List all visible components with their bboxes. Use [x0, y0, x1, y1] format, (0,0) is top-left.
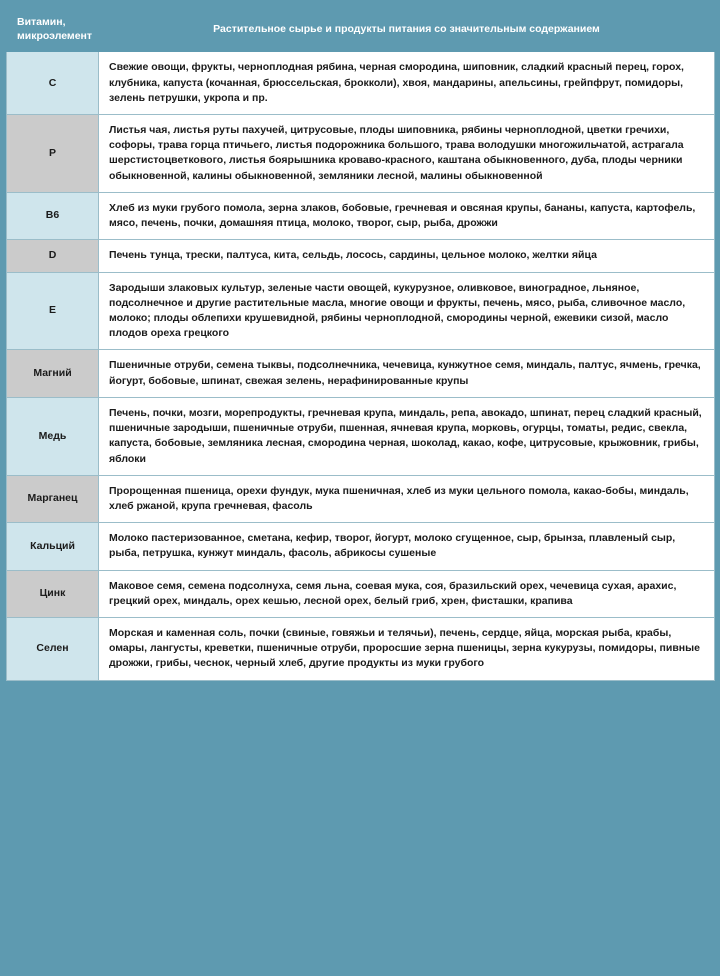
table-row [7, 475, 715, 522]
column-header-nutrient [7, 7, 99, 52]
cell-nutrient-sources: Печень, почки, мозги, морепродукты, гречневая крупа, миндаль, репа, авокадо, шпинат, перец сладкий красный, пшеничные зародыши, пшеничные отруби, пшенная, ячневая крупа, морковь, огурцы, томаты, редис, свекла, капуста, бобовые, земляника лесная, смородина черная, шоколад, какао, кофе, цитрусовые, крыжовник, грибы, яблоки [99, 397, 715, 475]
cell-nutrient-sources: Маковое семя, семена подсолнуха, семя льна, соевая мука, соя, бразильский орех, чечевица сухая, арахис, грецкий орех, миндаль, орех кешью, лесной орех, белый гриб, хрен, фисташки, крапива [99, 570, 715, 617]
table-row [7, 350, 715, 397]
column-header-sources: Растительное сырье и продукты питания со значительным содержанием [99, 7, 715, 52]
cell-nutrient-name: Кальций [7, 523, 99, 570]
column-header-nutrient-line1: Витамин, [17, 16, 66, 28]
table-row [7, 272, 715, 350]
cell-nutrient-sources: Свежие овощи, фрукты, черноплодная рябина, черная смородина, шиповник, сладкий красный перец, горох, клубника, капуста (кочанная, брюссельская, брокколи), хвоя, мандарины, апельсины, грейпфрут, помидоры, зелень петрушки, укропа и пр. [99, 52, 715, 115]
cell-nutrient-sources: Морская и каменная соль, почки (свиные, говяжьи и телячьи), печень, сердце, яйца, морская рыба, крабы, омары, лангусты, креветки, пшеничные отруби, проросшие зерна пшеницы, зерна кукурузы, помидоры, пивные дрожжи, грибы, чеснок, черный хлеб, другие продукты из муки грубого [99, 618, 715, 681]
table-body [7, 52, 715, 680]
cell-nutrient-name: Магний [7, 350, 99, 397]
table-row [7, 618, 715, 681]
table-row [7, 570, 715, 617]
cell-nutrient-name: Марганец [7, 475, 99, 522]
cell-nutrient-sources: Хлеб из муки грубого помола, зерна злаков, бобовые, гречневая и овсяная крупы, бананы, капуста, картофель, мясо, печень, почки, домашняя птица, молоко, творог, сыр, рыба, дрожжи [99, 192, 715, 239]
table-row [7, 52, 715, 115]
cell-nutrient-name: E [7, 272, 99, 350]
cell-nutrient-sources: Пророщенная пшеница, орехи фундук, мука пшеничная, хлеб из муки цельного помола, какао-бобы, миндаль, хлеб ржаной, крупа гречневая, фасоль [99, 475, 715, 522]
cell-nutrient-name: D [7, 240, 99, 272]
cell-nutrient-sources: Печень тунца, трески, палтуса, кита, сельдь, лосось, сардины, цельное молоко, желтки яйца [99, 240, 715, 272]
cell-nutrient-name: B6 [7, 192, 99, 239]
cell-nutrient-sources: Зародыши злаковых культур, зеленые части овощей, кукурузное, оливковое, виноградное, льняное, подсолнечное и другие растительные масла, многие овощи и фрукты, печень, мясо, рыба, сливочное масло, молоко; плоды облепихи крушевидной, рябины черноплодной, смородины черной, ежевики сизой, масло плодов ореха грецкого [99, 272, 715, 350]
table-header-row [7, 7, 715, 52]
table-row [7, 115, 715, 193]
cell-nutrient-sources: Молоко пастеризованное, сметана, кефир, творог, йогурт, молоко сгущенное, сыр, брынза, плавленый сыр, рыба, петрушка, кунжут миндаль, фасоль, абрикосы сушеные [99, 523, 715, 570]
table-row [7, 523, 715, 570]
cell-nutrient-sources: Листья чая, листья руты пахучей, цитрусовые, плоды шиповника, рябины черноплодной, цветки гречихи, софоры, трава горца птичьего, листья подорожника большого, трава володушки многожильчатой, астрагала шерстистоцветкового, листья боярышника кроваво-красного, каштана обыкновенного, дуба, плоды черники обыкновенной, калины обыкновенной, земляники лесной, малины обыкновенной [99, 115, 715, 193]
cell-nutrient-name: Медь [7, 397, 99, 475]
column-header-nutrient-line2: микроэлемент [17, 30, 93, 43]
cell-nutrient-name: C [7, 52, 99, 115]
cell-nutrient-name: P [7, 115, 99, 193]
cell-nutrient-name: Селен [7, 618, 99, 681]
table-header [7, 7, 715, 52]
table-row [7, 240, 715, 272]
cell-nutrient-sources: Пшеничные отруби, семена тыквы, подсолнечника, чечевица, кунжутное семя, миндаль, палтус, ячмень, гречка, йогурт, бобовые, шпинат, свежая зелень, нерафинированные крупы [99, 350, 715, 397]
vitamin-sources-table [6, 6, 715, 681]
table-row [7, 397, 715, 475]
table-row [7, 192, 715, 239]
cell-nutrient-name: Цинк [7, 570, 99, 617]
